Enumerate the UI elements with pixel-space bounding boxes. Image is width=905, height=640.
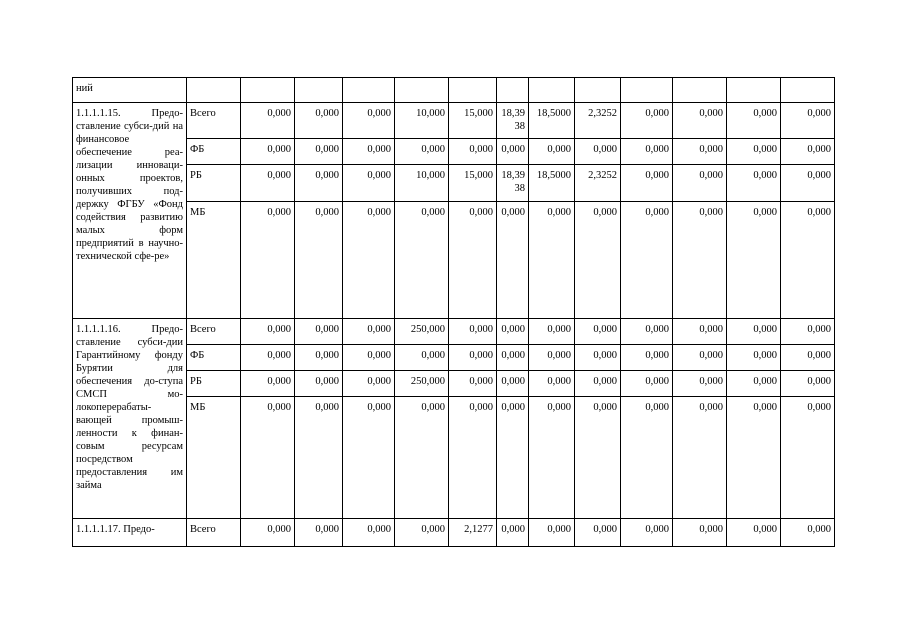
value-cell: 0,000	[343, 397, 395, 519]
activity-description-cell: 1.1.1.1.15. Предо-ставление субси-дий на финансовое обеспечение реа-лизации инноваци-онных проектов, получивших под-держку ФГБУ «Фонд содействия развитию малых форм предприятий в научно-технической сфе-ре»	[73, 103, 187, 319]
value-cell: 2,3252	[575, 165, 621, 202]
value-cell: 0,000	[343, 139, 395, 165]
value-cell: 0,000	[781, 345, 835, 371]
value-cell: 0,000	[295, 202, 343, 319]
value-cell: 250,000	[395, 319, 449, 345]
value-cell: 0,000	[295, 397, 343, 519]
value-cell: 0,000	[395, 397, 449, 519]
table-row	[73, 345, 835, 371]
value-cell: 0,000	[497, 371, 529, 397]
value-cell: 2,3252	[575, 103, 621, 139]
value-cell: 0,000	[343, 319, 395, 345]
value-cell: 0,000	[395, 345, 449, 371]
value-cell: 0,000	[241, 202, 295, 319]
value-cell: 0,000	[529, 139, 575, 165]
empty-cell	[295, 78, 343, 103]
value-cell: 0,000	[241, 371, 295, 397]
value-cell: 0,000	[295, 345, 343, 371]
table-row	[73, 103, 835, 139]
value-cell: 0,000	[449, 371, 497, 397]
value-cell: 0,000	[575, 397, 621, 519]
value-cell: 0,000	[727, 103, 781, 139]
value-cell: 18,3938	[497, 103, 529, 139]
value-cell: 0,000	[395, 519, 449, 547]
value-cell: 0,000	[727, 519, 781, 547]
value-cell: 10,000	[395, 165, 449, 202]
value-cell: 0,000	[673, 519, 727, 547]
value-cell: 0,000	[529, 519, 575, 547]
value-cell: 0,000	[497, 319, 529, 345]
empty-cell	[727, 78, 781, 103]
value-cell: 15,000	[449, 165, 497, 202]
empty-cell	[187, 78, 241, 103]
value-cell: 0,000	[575, 202, 621, 319]
value-cell: 0,000	[575, 371, 621, 397]
value-cell: 0,000	[295, 519, 343, 547]
activity-description-cell: 1.1.1.1.16. Предо-ставление субси-дии Гарантийному фонду Бурятии для обеспечения до-ступа СМСП мо-локоперерабаты-вающей промыш-ленности к финан-совым ресурсам посредством предоставления им займа	[73, 319, 187, 519]
value-cell: 0,000	[241, 519, 295, 547]
value-cell: 0,000	[295, 165, 343, 202]
value-cell: 0,000	[449, 319, 497, 345]
value-cell: 0,000	[497, 519, 529, 547]
value-cell: 0,000	[395, 202, 449, 319]
value-cell: 0,000	[575, 519, 621, 547]
value-cell: 0,000	[295, 103, 343, 139]
value-cell: 0,000	[781, 139, 835, 165]
value-cell: 0,000	[295, 371, 343, 397]
value-cell: 0,000	[295, 139, 343, 165]
value-cell: 0,000	[673, 397, 727, 519]
empty-cell	[529, 78, 575, 103]
value-cell: 0,000	[497, 345, 529, 371]
value-cell: 0,000	[781, 397, 835, 519]
empty-cell	[449, 78, 497, 103]
funding-source-cell: МБ	[187, 397, 241, 519]
value-cell: 0,000	[673, 202, 727, 319]
value-cell: 0,000	[781, 103, 835, 139]
empty-cell	[241, 78, 295, 103]
value-cell: 0,000	[295, 319, 343, 345]
value-cell: 10,000	[395, 103, 449, 139]
value-cell: 0,000	[449, 345, 497, 371]
table-row	[73, 519, 835, 547]
value-cell: 0,000	[727, 319, 781, 345]
value-cell: 0,000	[575, 139, 621, 165]
value-cell: 0,000	[727, 345, 781, 371]
table-row	[73, 202, 835, 319]
table-row	[73, 319, 835, 345]
funding-source-cell: ФБ	[187, 345, 241, 371]
value-cell: 0,000	[529, 345, 575, 371]
value-cell: 0,000	[241, 165, 295, 202]
value-cell: 0,000	[621, 165, 673, 202]
funding-source-cell: ФБ	[187, 139, 241, 165]
continued-description-cell: ний	[73, 78, 187, 103]
value-cell: 0,000	[781, 202, 835, 319]
funding-source-cell: РБ	[187, 165, 241, 202]
empty-cell	[497, 78, 529, 103]
value-cell: 0,000	[673, 139, 727, 165]
value-cell: 0,000	[449, 202, 497, 319]
value-cell: 0,000	[727, 165, 781, 202]
funding-source-cell: Всего	[187, 103, 241, 139]
value-cell: 0,000	[241, 319, 295, 345]
table-row	[73, 371, 835, 397]
value-cell: 0,000	[621, 345, 673, 371]
value-cell: 0,000	[395, 139, 449, 165]
value-cell: 0,000	[673, 319, 727, 345]
value-cell: 0,000	[781, 319, 835, 345]
value-cell: 0,000	[727, 139, 781, 165]
value-cell: 0,000	[621, 371, 673, 397]
value-cell: 0,000	[449, 139, 497, 165]
value-cell: 0,000	[241, 139, 295, 165]
empty-cell	[395, 78, 449, 103]
value-cell: 0,000	[343, 165, 395, 202]
value-cell: 0,000	[497, 397, 529, 519]
value-cell: 2,1277	[449, 519, 497, 547]
value-cell: 0,000	[575, 319, 621, 345]
value-cell: 15,000	[449, 103, 497, 139]
value-cell: 0,000	[343, 371, 395, 397]
value-cell: 0,000	[575, 345, 621, 371]
value-cell: 0,000	[621, 202, 673, 319]
value-cell: 0,000	[529, 397, 575, 519]
table-row	[73, 397, 835, 519]
funding-source-cell: Всего	[187, 519, 241, 547]
value-cell: 0,000	[497, 202, 529, 319]
budget-table-body	[73, 78, 835, 547]
value-cell: 0,000	[343, 202, 395, 319]
value-cell: 18,5000	[529, 165, 575, 202]
value-cell: 0,000	[241, 103, 295, 139]
value-cell: 0,000	[727, 397, 781, 519]
value-cell: 0,000	[497, 139, 529, 165]
value-cell: 0,000	[529, 319, 575, 345]
funding-source-cell: РБ	[187, 371, 241, 397]
table-row-header-continuation	[73, 78, 835, 103]
value-cell: 0,000	[449, 397, 497, 519]
funding-source-cell: МБ	[187, 202, 241, 319]
value-cell: 0,000	[673, 103, 727, 139]
value-cell: 250,000	[395, 371, 449, 397]
value-cell: 0,000	[781, 519, 835, 547]
value-cell: 0,000	[727, 371, 781, 397]
value-cell: 0,000	[673, 371, 727, 397]
value-cell: 0,000	[241, 345, 295, 371]
value-cell: 0,000	[673, 345, 727, 371]
value-cell: 18,3938	[497, 165, 529, 202]
value-cell: 0,000	[673, 165, 727, 202]
value-cell: 0,000	[727, 202, 781, 319]
value-cell: 0,000	[343, 103, 395, 139]
value-cell: 0,000	[621, 397, 673, 519]
empty-cell	[575, 78, 621, 103]
table-row	[73, 165, 835, 202]
value-cell: 0,000	[529, 371, 575, 397]
empty-cell	[673, 78, 727, 103]
value-cell: 0,000	[621, 519, 673, 547]
funding-source-cell: Всего	[187, 319, 241, 345]
activity-description-cell: 1.1.1.1.17. Предо-	[73, 519, 187, 547]
table-row	[73, 139, 835, 165]
budget-table	[72, 77, 835, 547]
value-cell: 0,000	[621, 319, 673, 345]
value-cell: 0,000	[343, 345, 395, 371]
value-cell: 0,000	[529, 202, 575, 319]
empty-cell	[621, 78, 673, 103]
value-cell: 18,5000	[529, 103, 575, 139]
empty-cell	[781, 78, 835, 103]
value-cell: 0,000	[621, 139, 673, 165]
value-cell: 0,000	[241, 397, 295, 519]
value-cell: 0,000	[781, 371, 835, 397]
value-cell: 0,000	[781, 165, 835, 202]
empty-cell	[343, 78, 395, 103]
value-cell: 0,000	[343, 519, 395, 547]
value-cell: 0,000	[621, 103, 673, 139]
